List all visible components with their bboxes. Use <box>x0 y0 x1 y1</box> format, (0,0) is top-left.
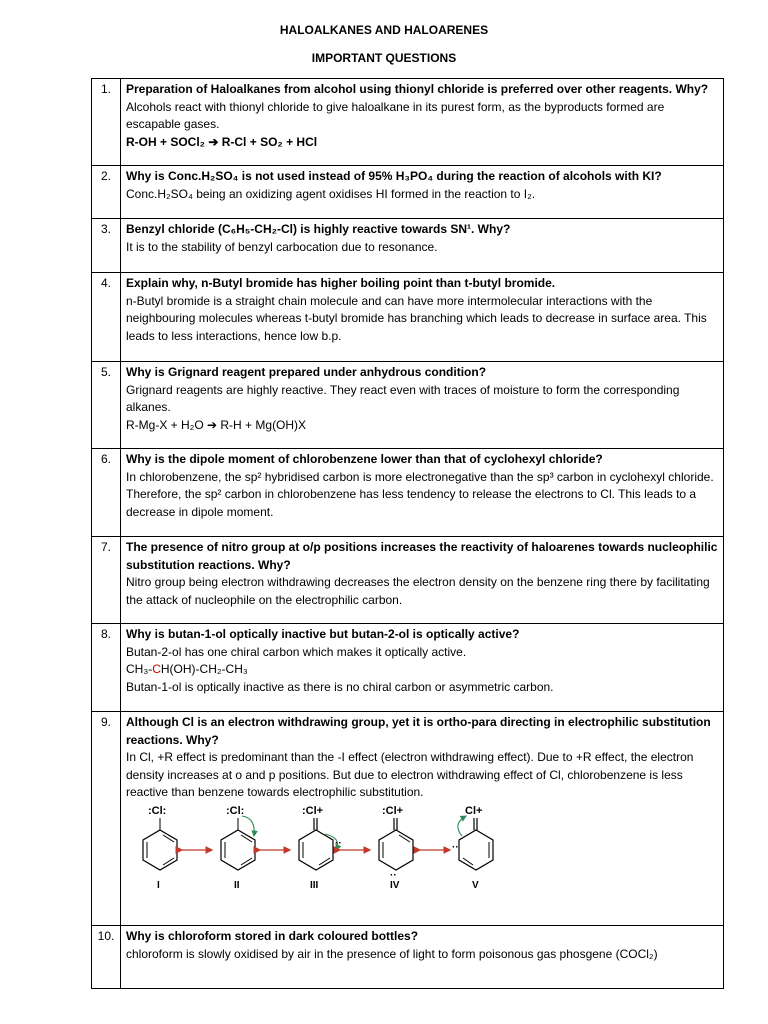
structure-I <box>143 805 177 891</box>
carbanion-pair: ·· <box>390 869 397 881</box>
resonance-structures-diagram <box>130 804 510 892</box>
questions-table <box>91 78 724 989</box>
formula-part: H(OH)-CH₂-CH₃ <box>160 662 248 676</box>
question-text: Benzyl chloride (C₆H₅-CH₂-Cl) is highly reactive towards SN¹. Why? <box>126 222 511 236</box>
question-number: 4. <box>92 273 121 362</box>
question-text: Explain why, n-Butyl bromide has higher boiling point than t-butyl bromide. <box>126 276 556 290</box>
question-cell <box>121 537 724 624</box>
structure-label: V <box>472 879 479 891</box>
butanol-formula <box>126 661 718 679</box>
answer-text: chloroform is slowly oxidised by air in the presence of light to form poisonous gas phosgene (COCl₂) <box>126 946 658 961</box>
question-row-1 <box>92 79 724 166</box>
question-row-2 <box>92 166 724 219</box>
structure-label: IV <box>390 879 400 891</box>
question-cell <box>121 624 724 712</box>
question-row-8 <box>92 624 724 712</box>
answer-text: Alcohols react with thionyl chloride to give haloalkane in its purest form, as the byproducts formed are escapable gases. <box>126 99 665 131</box>
question-number: 8. <box>92 624 121 712</box>
question-row-9 <box>92 712 724 926</box>
answer-text: Butan-2-ol has one chiral carbon which makes it optically active. <box>126 644 467 659</box>
answer-text: Grignard reagents are highly reactive. They react even with traces of moisture to form the corresponding alkanes. <box>126 382 680 414</box>
chiral-carbon: C <box>152 662 161 676</box>
question-cell <box>121 79 724 166</box>
question-text: Why is chloroform stored in dark coloured bottles? <box>126 929 419 943</box>
question-cell <box>121 712 724 926</box>
question-number: 9. <box>92 712 121 926</box>
question-row-6 <box>92 449 724 537</box>
question-number: 5. <box>92 362 121 449</box>
answer-text: n-Butyl bromide is a straight chain molecule and can have more intermolecular interactions with the neighbouring molecules whereas t-butyl bromide has branching which leads to decrease in surface area. This leads to less interactions, hence low b.p. <box>126 293 707 343</box>
question-row-5 <box>92 362 724 449</box>
question-row-4 <box>92 273 724 362</box>
question-text: Although Cl is an electron withdrawing group, yet it is ortho-para directing in electrophilic substitution reactions. Why? <box>126 715 711 747</box>
cl-label: :Cl+ <box>302 804 324 817</box>
answer-text: In chlorobenzene, the sp² hybridised carbon is more electronegative than the sp³ carbon in cyclohexyl chloride. Therefore, the sp² carbon in chlorobenzene has less tendency to release the electrons to Cl. This leads to a decrease in dipole moment. <box>126 469 714 519</box>
question-text: Why is butan-1-ol optically inactive but butan-2-ol is optically active? <box>126 627 520 641</box>
structure-III <box>299 805 342 891</box>
reaction-equation: R-Mg-X + H₂O ➔ R-H + Mg(OH)X <box>126 417 307 432</box>
document-title: HALOALKANES AND HALOARENES <box>279 23 489 37</box>
structure-II <box>221 805 255 891</box>
question-row-3 <box>92 219 724 273</box>
question-row-7 <box>92 537 724 624</box>
structure-label: II <box>234 879 240 891</box>
question-cell <box>121 362 724 449</box>
cl-label: :Cl+ <box>382 804 404 817</box>
question-number: 10. <box>92 926 121 989</box>
structure-IV <box>379 805 413 891</box>
cl-label: :Cl: <box>148 804 167 817</box>
structure-label: III <box>310 879 319 891</box>
structure-label: I <box>157 879 160 891</box>
cl-label: :Cl: <box>226 804 245 817</box>
question-cell <box>121 273 724 362</box>
question-text: Why is Conc.H₂SO₄ is not used instead of 95% H₃PO₄ during the reaction of alcohols with KI? <box>126 169 662 183</box>
question-cell <box>121 166 724 219</box>
question-text: Preparation of Haloalkanes from alcohol using thionyl chloride is preferred over other reagents. Why? <box>126 82 709 96</box>
answer-text: Conc.H₂SO₄ being an oxidizing agent oxidises HI formed in the reaction to I₂. <box>126 186 536 201</box>
question-number: 3. <box>92 219 121 273</box>
structure-V <box>452 805 493 891</box>
question-cell <box>121 926 724 989</box>
question-number: 7. <box>92 537 121 624</box>
question-number: 1. <box>92 79 121 166</box>
carbanion-pair: ·· <box>452 841 459 853</box>
answer-text: It is to the stability of benzyl carbocation due to resonance. <box>126 239 438 254</box>
question-cell <box>121 219 724 273</box>
cl-label: Cl+ <box>465 804 483 817</box>
document-subtitle: IMPORTANT QUESTIONS <box>311 51 457 65</box>
reaction-equation: R-OH + SOCl₂ ➔ R-Cl + SO₂ + HCl <box>126 134 318 149</box>
carbanion-pair: ·· <box>335 837 342 849</box>
question-text: Why is Grignard reagent prepared under anhydrous condition? <box>126 365 487 379</box>
question-text: The presence of nitro group at o/p positions increases the reactivity of haloarenes towards nucleophilic substitution reactions. Why? <box>126 540 718 572</box>
question-text: Why is the dipole moment of chlorobenzene lower than that of cyclohexyl chloride? <box>126 452 603 466</box>
answer-text: In Cl, +R effect is predominant than the -I effect (electron withdrawing effect). Due to +R effect, the electron density increases at o and p positions. But due to electron withdrawing effect of Cl, chlorobenzene is less reactive than benzene towards electrophilic substitution. <box>126 750 694 799</box>
question-number: 2. <box>92 166 121 219</box>
formula-part: CH₃- <box>126 662 153 676</box>
question-number: 6. <box>92 449 121 537</box>
answer-text: Butan-1-ol is optically inactive as there is no chiral carbon or asymmetric carbon. <box>126 679 554 694</box>
question-cell <box>121 449 724 537</box>
question-row-10 <box>92 926 724 989</box>
answer-text: Nitro group being electron withdrawing decreases the electron density on the benzene ring there by facilitating the attack of nucleophile on the electrophilic carbon. <box>126 575 710 607</box>
